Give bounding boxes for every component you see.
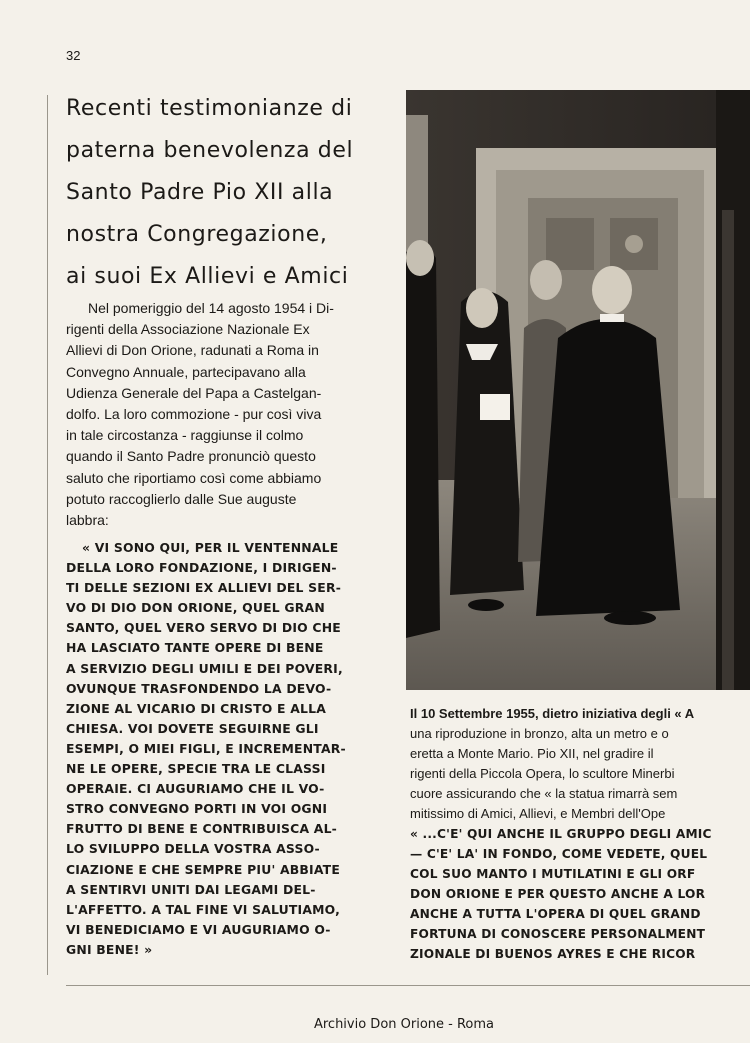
quote-line: LO SVILUPPO DELLA VOSTRA ASSO- bbox=[66, 841, 320, 857]
caption-line: cuore assicurando che « la statua rimarrà sem bbox=[410, 786, 678, 801]
quote-line: DELLA LORO FONDAZIONE, I DIRIGEN- bbox=[66, 560, 337, 576]
intro-line: saluto che riportiamo così come abbiamo bbox=[66, 469, 322, 486]
headline-line: paterna benevolenza del bbox=[66, 138, 354, 163]
quote-line: ZIONE AL VICARIO DI CRISTO E ALLA bbox=[66, 700, 326, 716]
quote-line: « VI SONO QUI, PER IL VENTENNALE bbox=[82, 540, 339, 555]
caption-line: FORTUNA DI CONOSCERE PERSONALMENT bbox=[410, 927, 706, 941]
quote-line: OPERAIE. CI AUGURIAMO CHE IL VO- bbox=[66, 781, 325, 797]
headline-line: nostra Congregazione, bbox=[66, 222, 328, 247]
article-headline bbox=[66, 88, 386, 298]
quote-line: FRUTTO DI BENE E CONTRIBUISCA AL- bbox=[66, 821, 338, 837]
caption-line: DON ORIONE E PER QUESTO ANCHE A LOR bbox=[410, 887, 706, 901]
intro-line: Udienza Generale del Papa a Castelgan- bbox=[66, 384, 322, 401]
quote-line: L'AFFETTO. A TAL FINE VI SALUTIAMO, bbox=[66, 901, 341, 917]
intro-line: rigenti della Associazione Nazionale Ex bbox=[66, 321, 310, 338]
photo-illustration bbox=[406, 90, 750, 690]
intro-line: Allievi di Don Orione, radunati a Roma in bbox=[66, 342, 319, 359]
quote-line: HA LASCIATO TANTE OPERE DI BENE bbox=[66, 640, 324, 656]
caption-line: Il 10 Settembre 1955, dietro iniziativa degli « A bbox=[410, 706, 695, 721]
intro-line: dolfo. La loro commozione - pur così viva bbox=[66, 406, 322, 423]
quote-line: STRO CONVEGNO PORTI IN VOI OGNI bbox=[66, 801, 328, 817]
caption-line: ANCHE A TUTTA L'OPERA DI QUEL GRAND bbox=[410, 907, 701, 921]
intro-line: quando il Santo Padre pronunciò questo bbox=[66, 448, 316, 465]
quote-line: CIAZIONE E CHE SEMPRE PIU' ABBIATE bbox=[66, 861, 340, 877]
quote-line: ESEMPI, O MIEI FIGLI, E INCREMENTAR- bbox=[66, 740, 346, 756]
headline-line: Santo Padre Pio XII alla bbox=[66, 180, 334, 205]
intro-paragraph bbox=[66, 298, 372, 531]
papal-greeting-quote bbox=[66, 538, 372, 960]
quote-line: CHIESA. VOI DOVETE SEGUIRNE GLI bbox=[66, 720, 319, 736]
audience-photograph bbox=[406, 90, 750, 690]
intro-line: Nel pomeriggio del 14 agosto 1954 i Di- bbox=[88, 300, 334, 316]
caption-line: ZIONALE DI BUENOS AYRES E CHE RICOR bbox=[410, 947, 696, 961]
quote-line: A SERVIZIO DEGLI UMILI E DEI POVERI, bbox=[66, 660, 343, 676]
page-number: 32 bbox=[66, 48, 81, 63]
caption-line: — C'E' LA' IN FONDO, COME VEDETE, QUEL bbox=[410, 847, 708, 861]
caption-line: COL SUO MANTO I MUTILATINI E GLI ORF bbox=[410, 867, 696, 881]
headline-line: ai suoi Ex Allievi e Amici bbox=[66, 264, 349, 289]
quote-line: SANTO, QUEL VERO SERVO DI DIO CHE bbox=[66, 620, 341, 636]
intro-line: in tale circostanza - raggiunse il colmo bbox=[66, 427, 304, 444]
intro-line: Convegno Annuale, partecipavano alla bbox=[66, 363, 306, 380]
bottom-rule bbox=[66, 985, 750, 986]
left-margin-rule bbox=[47, 95, 48, 975]
quote-line: TI DELLE SEZIONI EX ALLIEVI DEL SER- bbox=[66, 580, 342, 596]
caption-line: rigenti della Piccola Opera, lo scultore Minerbi bbox=[410, 766, 675, 781]
intro-line: potuto raccoglierlo dalle Sue auguste bbox=[66, 490, 297, 507]
quote-line: VI BENEDICIAMO E VI AUGURIAMO O- bbox=[66, 921, 331, 937]
quote-line: GNI BENE! » bbox=[66, 941, 153, 957]
quote-line: NE LE OPERE, SPECIE TRA LE CLASSI bbox=[66, 761, 326, 777]
archive-footer: Archivio Don Orione - Roma bbox=[313, 1017, 495, 1032]
caption-line: eretta a Monte Mario. Pio XII, nel gradire il bbox=[410, 746, 654, 761]
headline-line: Recenti testimonianze di bbox=[66, 96, 353, 121]
caption-line: « ...C'E' QUI ANCHE IL GRUPPO DEGLI AMIC bbox=[410, 827, 712, 841]
intro-line: labbra: bbox=[66, 512, 109, 529]
caption-line: mitissimo di Amici, Allievi, e Membri dell'Ope bbox=[410, 806, 666, 821]
photo-caption bbox=[410, 704, 750, 964]
quote-line: OVUNQUE TRASFONDENDO LA DEVO- bbox=[66, 680, 332, 696]
quote-line: A SENTIRVI UNITI DAI LEGAMI DEL- bbox=[66, 881, 316, 897]
quote-line: VO DI DIO DON ORIONE, QUEL GRAN bbox=[66, 600, 325, 616]
caption-line: una riproduzione in bronzo, alta un metro e o bbox=[410, 726, 669, 741]
